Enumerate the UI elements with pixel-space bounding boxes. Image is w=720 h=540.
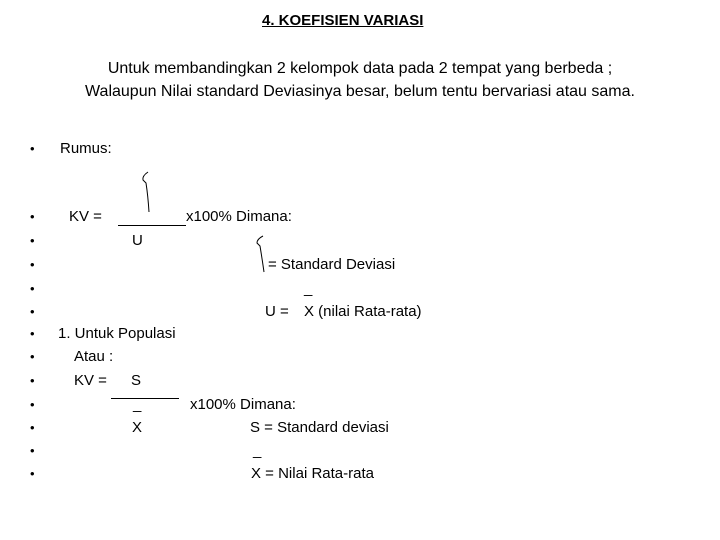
formula1-def2-lhs: U = [265,303,289,320]
formula1-def1: = Standard Deviasi [268,256,396,273]
populasi-numerator: S [131,372,142,389]
bullet: • [30,326,35,341]
formula1-bar: _ [304,280,313,297]
intro-line-2: Walaupun Nilai standard Deviasinya besar, belum tentu bervariasi atau sama. [85,83,635,100]
bullet: • [30,304,35,319]
formula1-kv-label: KV = [69,208,102,225]
intro-line-1: Untuk membandingkan 2 kelompok data pada 2 tempat yang berbeda ; [107,60,613,77]
bullet: • [30,373,35,388]
bullet: • [30,233,35,248]
bullet: • [30,281,35,296]
bullet: • [30,397,35,412]
bullet: • [30,349,35,364]
formula1-def2-rhs: X (nilai Rata-rata) [304,303,422,320]
bullet: • [30,420,35,435]
formula1-fraction-bar [118,225,186,226]
bullet: • [30,466,35,481]
formula1-denominator: U [132,232,143,249]
populasi-bar2: _ [253,442,262,459]
page-title: 4. KOEFISIEN VARIASI [262,12,424,29]
sigma-definition-symbol-icon [254,234,268,274]
populasi-def1: S = Standard deviasi [250,419,389,436]
populasi-bar: _ [133,396,142,413]
populasi-suffix: x100% Dimana: [190,396,296,413]
bullet: • [30,443,35,458]
rumus-label: Rumus: [60,140,112,157]
populasi-kv-label: KV = [74,372,107,389]
populasi-fraction-bar [111,398,179,399]
sigma-symbol-icon [140,170,154,214]
populasi-atau: Atau : [74,348,114,365]
bullet: • [30,257,35,272]
populasi-heading: 1. Untuk Populasi [58,325,176,342]
formula1-suffix: x100% Dimana: [186,208,292,225]
populasi-denominator: X [132,419,143,436]
bullet: • [30,141,35,156]
bullet: • [30,209,35,224]
populasi-def2: X = Nilai Rata-rata [251,465,374,482]
